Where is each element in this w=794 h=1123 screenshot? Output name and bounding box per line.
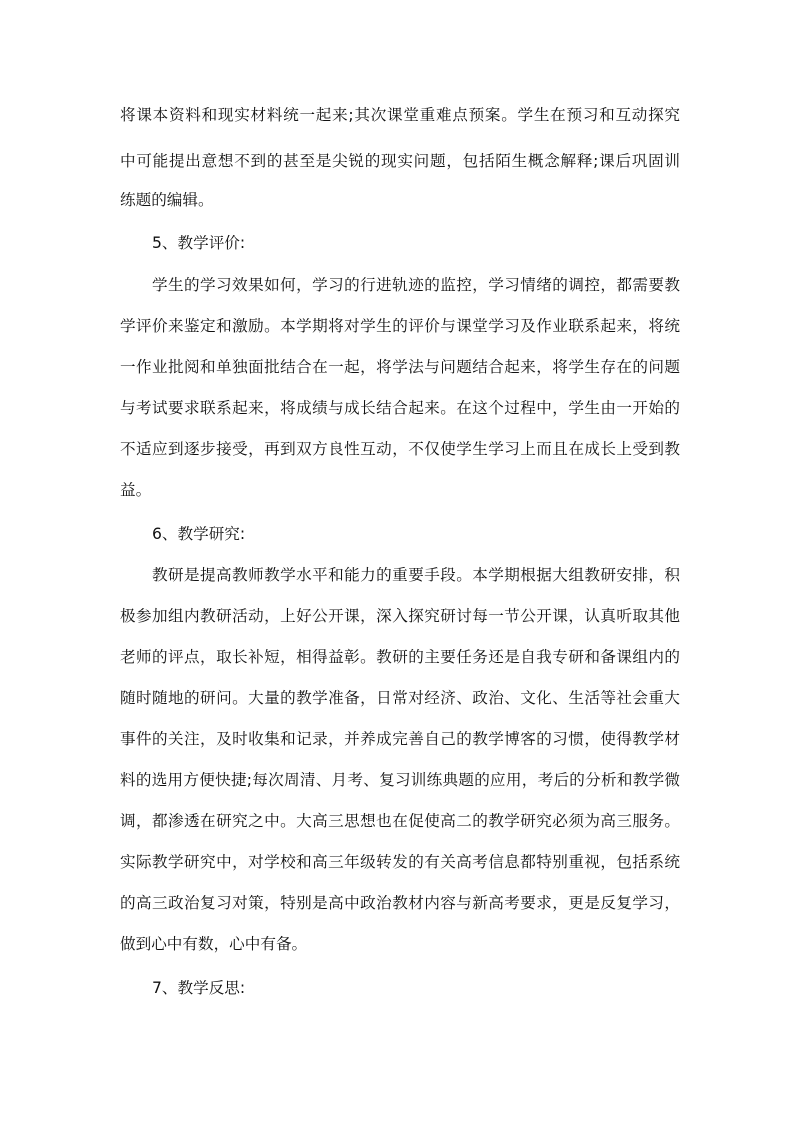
paragraph-line: 与考试要求联系起来，将成绩与成长结合起来。在这个过程中，学生由一开始的 [120,399,680,417]
paragraph-line: 做到心中有数，心中有备。 [120,935,308,953]
paragraph-line: 将课本资料和现实材料统一起来;其次课堂重难点预案。学生在预习和互动探究 [120,106,680,124]
section-heading-5: 5、教学评价: [152,234,246,252]
paragraph-line: 一作业批阅和单独面批结合在一起，将学法与问题结合起来，将学生存在的问题 [120,358,680,376]
paragraph-line: 中可能提出意想不到的甚至是尖锐的现实问题，包括陌生概念解释;课后巩固训 [120,152,680,170]
paragraph-line: 调，都渗透在研究之中。大高三思想也在促使高二的教学研究必须为高三服务。 [120,812,680,830]
paragraph-line: 料的选用方便快捷;每次周清、月考、复习训练典题的应用，考后的分析和教学微 [120,771,680,789]
paragraph-line: 极参加组内教研活动，上好公开课，深入探究研讨每一节公开课，认真听取其他 [120,607,680,625]
paragraph-line: 益。 [120,481,152,499]
paragraph-line: 的高三政治复习对策，特别是高中政治教材内容与新高考要求，更是反复学习， [120,894,680,912]
paragraph-line: 练题的编辑。 [120,191,214,209]
paragraph-line: 老师的评点，取长补短，相得益彰。教研的主要任务还是自我专研和备课组内的 [120,648,680,666]
paragraph-line: 实际教学研究中，对学校和高三年级转发的有关高考信息都特别重视，包括系统 [120,853,680,871]
paragraph-line: 随时随地的研问。大量的教学准备，日常对经济、政治、文化、生活等社会重大 [120,689,680,707]
section-heading-7: 7、教学反思: [152,979,246,997]
paragraph-line: 学生的学习效果如何，学习的行进轨迹的监控，学习情绪的调控，都需要教 [152,276,680,294]
paragraph-line: 学评价来鉴定和激励。本学期将对学生的评价与课堂学习及作业联系起来，将统 [120,317,680,335]
paragraph-line: 教研是提高教师教学水平和能力的重要手段。本学期根据大组教研安排，积 [152,566,680,584]
section-heading-6: 6、教学研究: [152,525,246,543]
paragraph-line: 事件的关注，及时收集和记录，并养成完善自己的教学博客的习惯，使得教学材 [120,730,680,748]
paragraph-line: 不适应到逐步接受，再到双方良性互动，不仅使学生学习上而且在成长上受到教 [120,440,680,458]
